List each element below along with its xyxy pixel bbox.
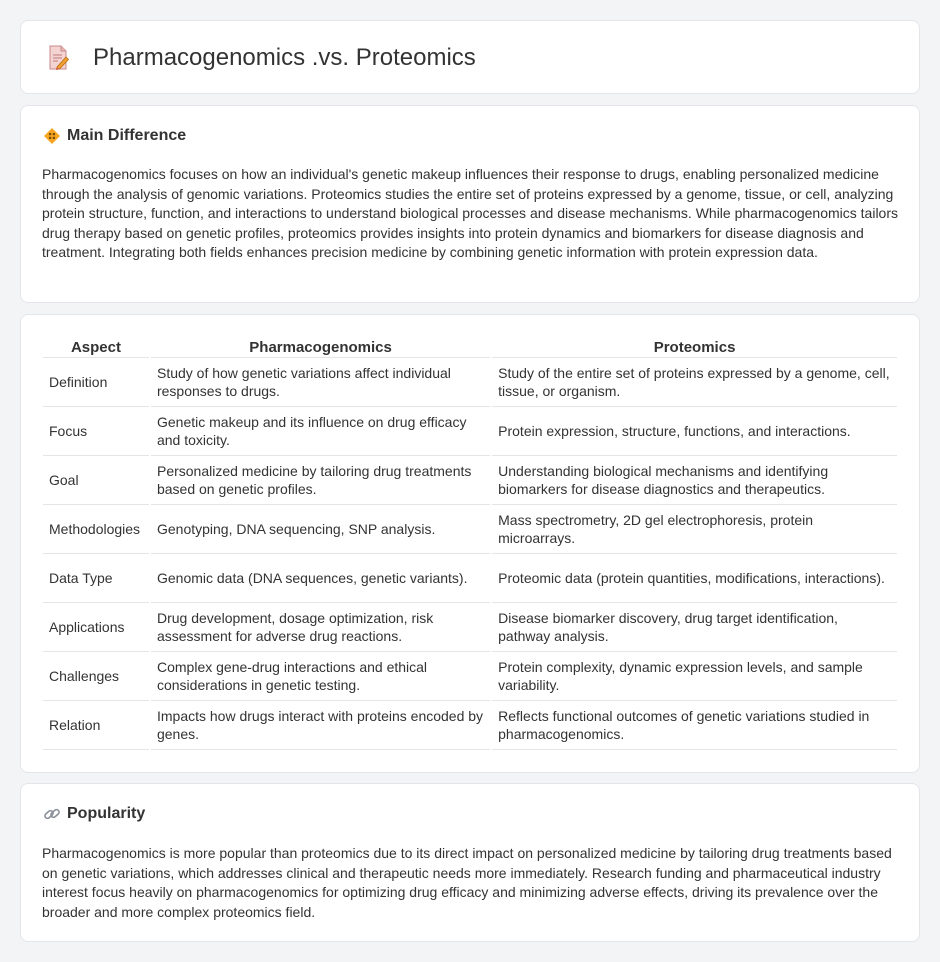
proteomics-cell: Study of the entire set of proteins expressed by a genome, cell, tissue, or organism. — [492, 358, 897, 407]
header-aspect: Aspect — [43, 335, 149, 358]
aspect-cell: Applications — [43, 603, 149, 652]
pharmacogenomics-cell: Genetic makeup and its influence on drug efficacy and toxicity. — [151, 407, 490, 456]
header-pharmacogenomics: Pharmacogenomics — [151, 335, 490, 358]
table-row — [43, 603, 897, 652]
table-row — [43, 407, 897, 456]
table-row — [43, 554, 897, 603]
popularity-card — [20, 783, 920, 942]
proteomics-cell: Disease biomarker discovery, drug target identification, pathway analysis. — [492, 603, 897, 652]
pharmacogenomics-cell: Impacts how drugs interact with proteins encoded by genes. — [151, 701, 490, 750]
table-row — [43, 456, 897, 505]
page-title: Pharmacogenomics .vs. Proteomics — [93, 44, 476, 71]
main-difference-text: Pharmacogenomics focuses on how an individual's genetic makeup influences their response to drugs, enabling personalized medicine through the analysis of genomic variations. Proteomics studies the entire set of proteins expressed by a genome, tissue, or cell, analyzing protein structure, function, and interactions to understand biological processes and disease mechanisms. While pharmacogenomics tailors drug therapy based on genetic profiles, proteomics provides insights into protein dynamics and biomarkers for disease diagnosis and treatment. Integrating both fields enhances precision medicine by combining genetic information with protein expression data. — [42, 166, 899, 261]
main-difference-card — [20, 105, 920, 303]
proteomics-cell: Understanding biological mechanisms and identifying biomarkers for disease diagnostics and therapeutics. — [492, 456, 897, 505]
table-row — [43, 358, 897, 407]
comparison-table-card — [20, 314, 920, 773]
link-icon — [43, 805, 61, 823]
aspect-cell: Focus — [43, 407, 149, 456]
proteomics-cell: Protein expression, structure, functions, and interactions. — [492, 407, 897, 456]
proteomics-cell: Mass spectrometry, 2D gel electrophoresis, protein microarrays. — [492, 505, 897, 554]
popularity-text: Pharmacogenomics is more popular than proteomics due to its direct impact on personalized medicine by tailoring drug treatments based on genetic variations, which addresses clinical and therapeutic needs more immediately. Research funding and pharmaceutical industry interest focus heavily on pharmacogenomics for optimizing drug efficacy and minimizing adverse effects, driving its prevalence over the broader and more complex proteomics field. — [42, 845, 892, 920]
comparison-table — [41, 335, 899, 750]
table-row — [43, 701, 897, 750]
popularity-title: Popularity — [67, 805, 146, 822]
aspect-cell: Goal — [43, 456, 149, 505]
pharmacogenomics-cell: Study of how genetic variations affect individual responses to drugs. — [151, 358, 490, 407]
table-row — [43, 505, 897, 554]
pharmacogenomics-cell: Drug development, dosage optimization, risk assessment for adverse drug reactions. — [151, 603, 490, 652]
table-row — [43, 652, 897, 701]
aspect-cell: Methodologies — [43, 505, 149, 554]
header-card — [20, 20, 920, 94]
aspect-cell: Data Type — [43, 554, 149, 603]
pharmacogenomics-cell: Genotyping, DNA sequencing, SNP analysis. — [151, 505, 490, 554]
aspect-cell: Relation — [43, 701, 149, 750]
diamond-icon — [43, 127, 61, 145]
aspect-cell: Challenges — [43, 652, 149, 701]
proteomics-cell: Proteomic data (protein quantities, modifications, interactions). — [492, 554, 897, 603]
proteomics-cell: Reflects functional outcomes of genetic variations studied in pharmacogenomics. — [492, 701, 897, 750]
aspect-cell: Definition — [43, 358, 149, 407]
table-header-row — [43, 335, 897, 358]
popularity-heading — [43, 805, 145, 823]
pharmacogenomics-cell: Genomic data (DNA sequences, genetic variants). — [151, 554, 490, 603]
pharmacogenomics-cell: Personalized medicine by tailoring drug treatments based on genetic profiles. — [151, 456, 490, 505]
header-proteomics: Proteomics — [492, 335, 897, 358]
main-difference-heading — [43, 127, 186, 145]
proteomics-cell: Protein complexity, dynamic expression levels, and sample variability. — [492, 652, 897, 701]
pharmacogenomics-cell: Complex gene-drug interactions and ethical considerations in genetic testing. — [151, 652, 490, 701]
document-pencil-icon — [47, 45, 69, 71]
main-difference-title: Main Difference — [67, 127, 187, 144]
